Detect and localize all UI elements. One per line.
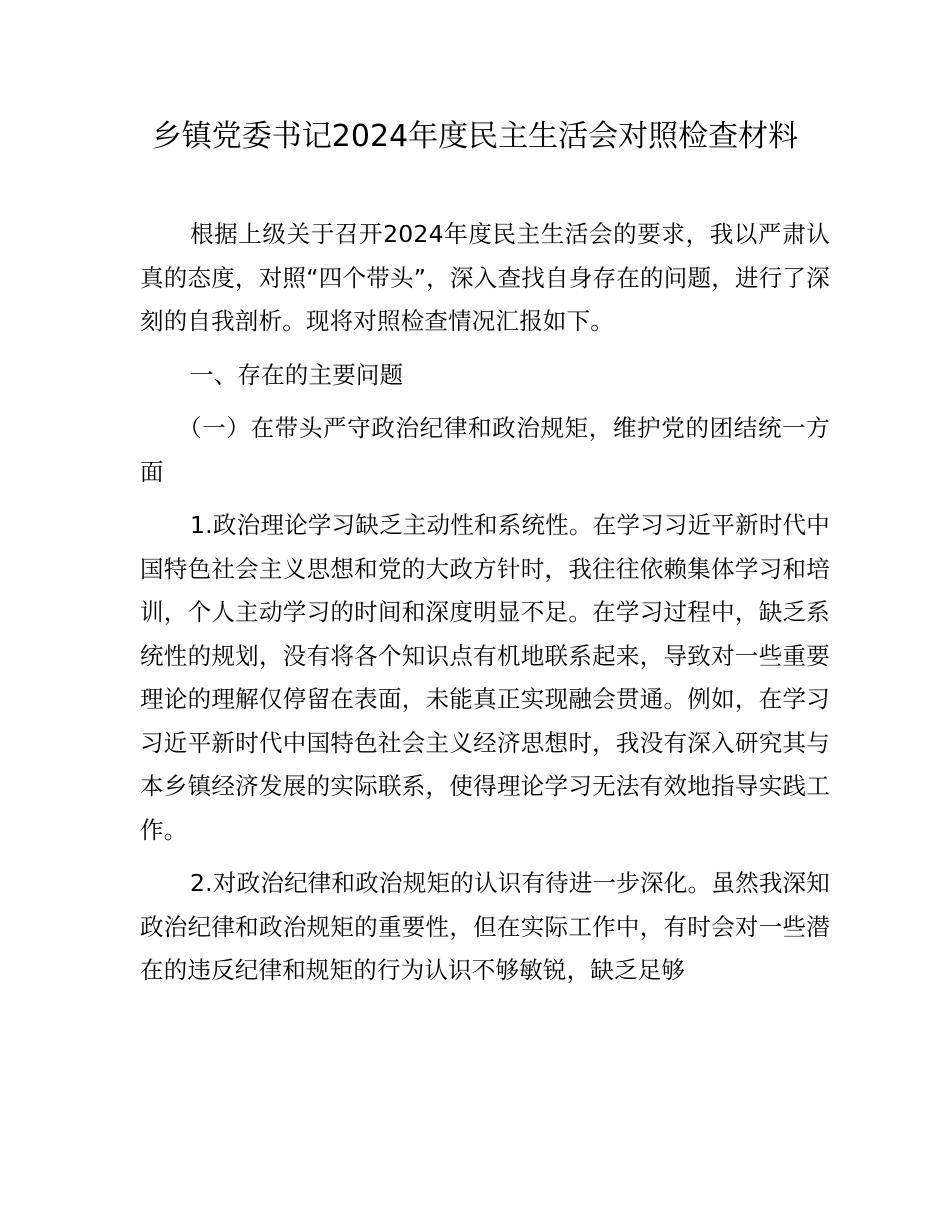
document-title: 乡镇党委书记2024年度民主生活会对照检查材料 [151,119,799,154]
problem-paragraph-1: 1.政治理论学习缺乏主动性和系统性。在学习习近平新时代中国特色社会主义思想和党的大政方针时，我往往依赖集体学习和培训，个人主动学习的时间和深度明显不足。在学习过程中，缺乏系统性的规划，没有将各个知识点有机地联系起来，导致对一些重要理论的理解仅停留在表面，未能真正实现融会贯通。例如，在学习习近平新时代中国特色社会主义经济思想时，我没有深入研究其与本乡镇经济发展的实际联系，使得理论学习无法有效地指导实践工作。 [140,511,830,844]
subsection-heading-discipline: （一）在带头严守政治纪律和政治规矩，维护党的团结统一方面 [140,414,830,486]
section-heading-problems: 一、存在的主要问题 [190,360,404,389]
problem-paragraph-2: 2.对政治纪律和政治规矩的认识有待进一步深化。虽然我深知政治纪律和政治规矩的重要性，但在实际工作中，有时会对一些潜在的违反纪律和规矩的行为认识不够敏锐，缺乏足够 [140,869,830,984]
intro-paragraph: 根据上级关于召开2024年度民主生活会的要求，我以严肃认真的态度，对照“四个带头”，深入查找自身存在的问题，进行了深刻的自我剖析。现将对照检查情况汇报如下。 [140,220,830,335]
document-body [140,213,830,1003]
